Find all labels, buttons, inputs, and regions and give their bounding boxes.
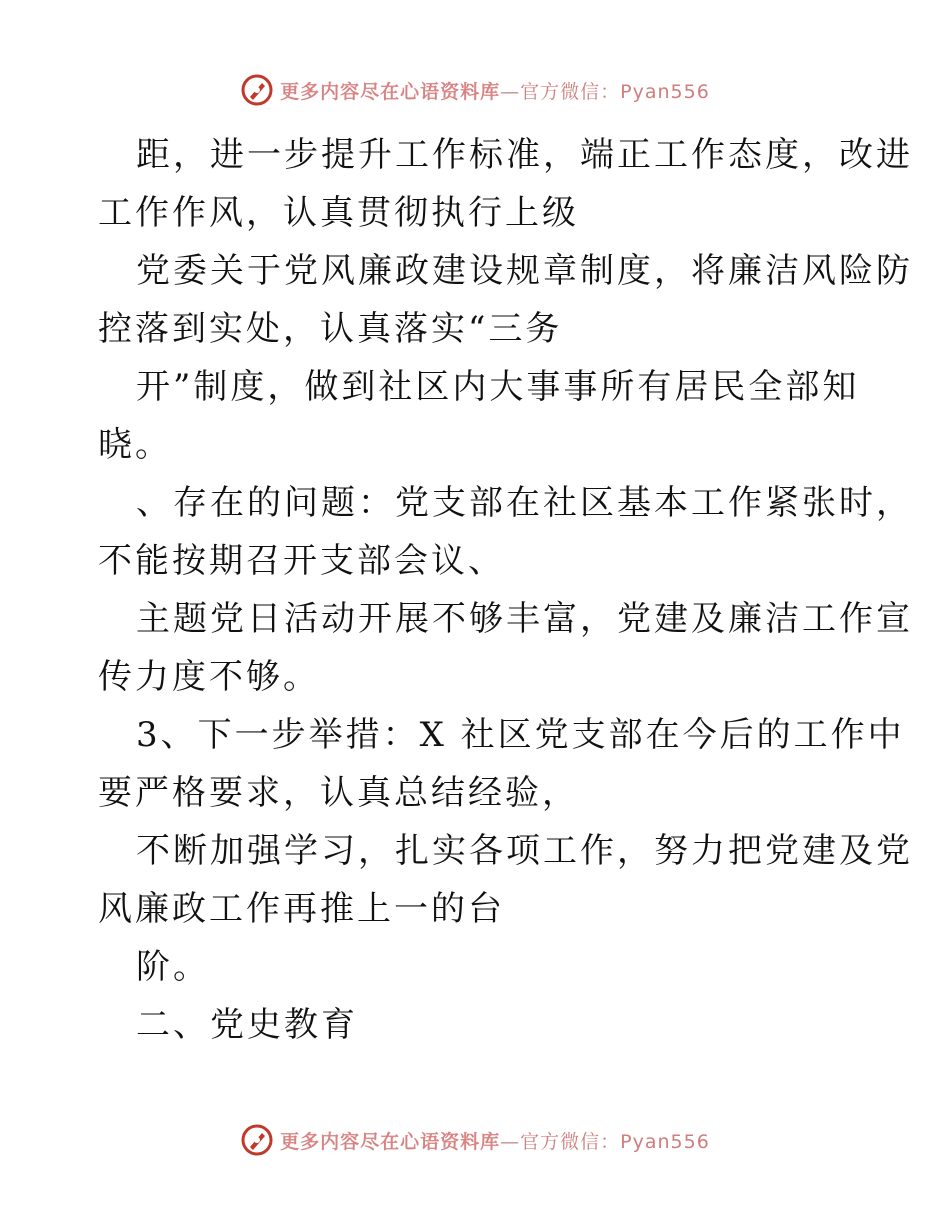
section-heading: 二、党史教育 — [136, 1005, 358, 1045]
watermark-contact: 官方微信：Pyan556 — [520, 1130, 710, 1153]
text-line: 风廉政工作再推上一的台 — [98, 889, 505, 929]
watermark-main: 更多内容尽在心语资料库 — [280, 80, 501, 103]
watermark-text — [280, 77, 710, 104]
text-line: 党委关于党风廉政建设规章制度，将廉洁风险防 — [136, 251, 913, 291]
watermark-main: 更多内容尽在心语资料库 — [280, 1130, 501, 1153]
document-body — [98, 126, 913, 1054]
text-line: 控落到实处，认真落实“三务 — [98, 309, 563, 349]
watermark-separator: — — [500, 80, 521, 103]
footer-watermark — [0, 1120, 950, 1160]
text-line: 开”制度，做到社区内大事事所有居民全部知 — [136, 367, 860, 407]
header-watermark — [0, 70, 950, 110]
text-line: 3、下一步举措：X 社区党支部在今后的工作中 — [136, 715, 905, 755]
text-line: 阶。 — [136, 947, 210, 987]
text-line: 距，进一步提升工作标准，端正工作态度，改进 — [136, 135, 913, 175]
watermark-text — [280, 1127, 710, 1154]
text-line: 要严格要求，认真总结经验， — [98, 773, 579, 813]
text-line: 传力度不够。 — [98, 657, 320, 697]
text-line: 晓。 — [98, 425, 172, 465]
text-line: 不断加强学习，扎实各项工作，努力把党建及党 — [136, 831, 913, 871]
pen-circle-icon — [240, 73, 274, 107]
watermark-separator: — — [500, 1130, 521, 1153]
watermark-contact: 官方微信：Pyan556 — [520, 80, 710, 103]
pen-circle-icon — [240, 1123, 274, 1157]
text-line: 、存在的问题：党支部在社区基本工作紧张时， — [136, 483, 913, 523]
text-line: 主题党日活动开展不够丰富，党建及廉洁工作宣 — [136, 599, 913, 639]
text-line: 工作作风，认真贯彻执行上级 — [98, 193, 579, 233]
text-line: 不能按期召开支部会议、 — [98, 541, 505, 581]
